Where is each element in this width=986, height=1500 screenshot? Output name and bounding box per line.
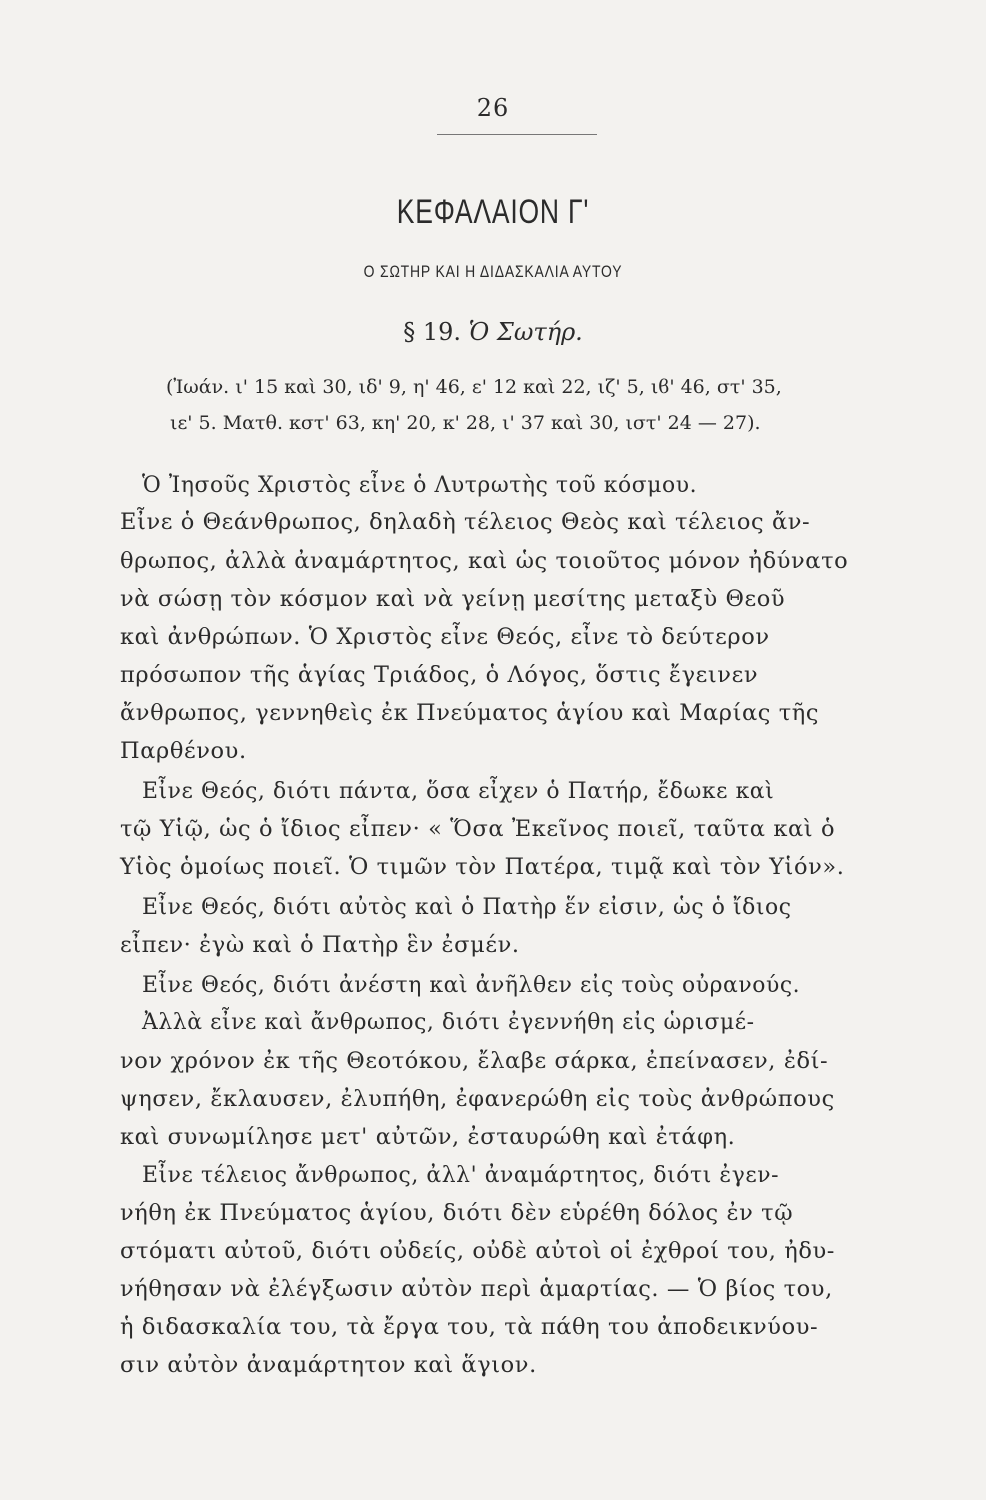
section-heading [0, 318, 986, 346]
chapter-subtitle: Ο ΣΩΤΗΡ ΚΑΙ Η ΔΙΔΑΣΚΑΛΙΑ ΑΥΤΟΥ [363, 262, 623, 281]
reference-line: (Ἰωάν. ι' 15 καὶ 30, ιδ' 9, η' 46, ε' 12 καὶ 22, ιζ' 5, ιϐ' 46, στ' 35, [166, 376, 782, 398]
text-line: καὶ συνωμίλησε μετ' αὐτῶν, ἐσταυρώθη καὶ ἐτάφη. [120, 1124, 736, 1150]
section-mark: § 19. [403, 318, 461, 346]
text-line: νὰ σώσῃ τὸν κόσμον καὶ νὰ γείνῃ μεσίτης μεταξὺ Θεοῦ [120, 586, 786, 612]
text-line: καὶ ἀνθρώπων. Ὁ Χριστὸς εἶνε Θεός, εἶνε τὸ δεύτερον [120, 624, 770, 650]
header-rule [437, 134, 597, 135]
text-line: νον χρόνον ἐκ τῆς Θεοτόκου, ἔλαβε σάρκα, ἐπείνασεν, ἐδί- [120, 1048, 829, 1074]
text-line: εἶπεν· ἐγὼ καὶ ὁ Πατὴρ ἓν ἐσμέν. [120, 932, 520, 958]
text-line: Ὁ Ἰησοῦς Χριστὸς εἶνε ὁ Λυτρωτὴς τοῦ κόσμου. [142, 472, 698, 498]
section-title: Ὁ Σωτήρ. [468, 318, 583, 346]
text-line: Ἀλλὰ εἶνε καὶ ἄνθρωπος, διότι ἐγεννήθη εἰς ὡρισμέ- [142, 1009, 755, 1035]
reference-line: ιε' 5. Ματθ. κστ' 63, κη' 20, κ' 28, ι' 37 καὶ 30, ιστ' 24 — 27). [170, 412, 761, 434]
chapter-title: ΚΕΦΑΛΑΙΟΝ Γ' [396, 193, 590, 231]
text-line: νήθησαν νὰ ἐλέγξωσιν αὐτὸν περὶ ἁμαρτίας. — Ὁ βίος του, [120, 1276, 833, 1302]
text-line: τῷ Υἱῷ, ὡς ὁ ἴδιος εἶπεν· « Ὅσα Ἐκεῖνος ποιεῖ, ταῦτα καὶ ὁ [120, 816, 836, 842]
text-line: σιν αὐτὸν ἀναμάρτητον καὶ ἅγιον. [120, 1352, 537, 1378]
text-line: Εἶνε Θεός, διότι πάντα, ὅσα εἶχεν ὁ Πατήρ, ἔδωκε καὶ [142, 778, 775, 804]
text-line: ἄνθρωπος, γεννηθεὶς ἐκ Πνεύματος ἁγίου καὶ Μαρίας τῆς [120, 700, 820, 726]
text-line: νήθη ἐκ Πνεύματος ἁγίου, διότι δὲν εὑρέθη δόλος ἐν τῷ [120, 1200, 794, 1226]
text-line: θρωπος, ἀλλὰ ἀναμάρτητος, καὶ ὡς τοιοῦτος μόνον ἠδύνατο [120, 548, 849, 574]
text-line: ἡ διδασκαλία του, τὰ ἔργα του, τὰ πάθη του ἀποδεικνύου- [120, 1314, 819, 1340]
text-line: Εἶνε τέλειος ἄνθρωπος, ἀλλ' ἀναμάρτητος, διότι ἐγεν- [142, 1162, 780, 1188]
text-line: Υἱὸς ὁμοίως ποιεῖ. Ὁ τιμῶν τὸν Πατέρα, τιμᾷ καὶ τὸν Υἱόν». [120, 854, 845, 880]
text-line: στόματι αὐτοῦ, διότι οὐδείς, οὐδὲ αὐτοὶ οἱ ἐχθροί του, ἠδυ- [120, 1238, 835, 1264]
text-line: ψησεν, ἔκλαυσεν, ἐλυπήθη, ἐφανερώθη εἰς τοὺς ἀνθρώπους [120, 1086, 835, 1112]
text-line: Εἶνε ὁ Θεάνθρωπος, δηλαδὴ τέλειος Θεὸς καὶ τέλειος ἄν- [120, 509, 811, 535]
text-line: Εἶνε Θεός, διότι αὐτὸς καὶ ὁ Πατὴρ ἕν εἰσιν, ὡς ὁ ἴδιος [142, 894, 792, 920]
text-line: Εἶνε Θεός, διότι ἀνέστη καὶ ἀνῆλθεν εἰς τοὺς οὐρανούς. [142, 972, 801, 998]
text-line: Παρθένου. [120, 738, 247, 764]
page-number: 26 [476, 94, 510, 122]
text-line: πρόσωπον τῆς ἁγίας Τριάδος, ὁ Λόγος, ὅστις ἔγεινεν [120, 662, 759, 688]
